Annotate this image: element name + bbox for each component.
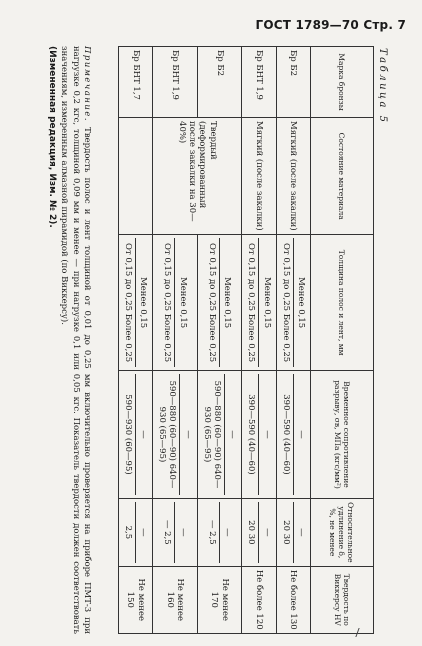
cell-state: Мягкий (после закалки): [242, 118, 276, 235]
cell-hardness: Не менее 160: [153, 566, 198, 633]
table-row: [118, 47, 152, 634]
strength-part: —: [182, 430, 193, 439]
properties-table: [118, 46, 374, 634]
thickness-part: Менее 0,15: [177, 277, 188, 329]
elongation-part: — 2,5: [160, 502, 175, 562]
cell-elongation: [118, 499, 152, 566]
elongation-part: —: [222, 528, 233, 537]
strength-part: 590—880 (60—90) 640—930 (65—95): [155, 374, 180, 495]
cell-hardness: Не более 120: [242, 566, 276, 633]
strength-part: 390—590 (40—60): [279, 374, 294, 495]
note-lead: Примечание.: [82, 46, 92, 123]
cell-strength: [153, 370, 198, 498]
elongation-part: —: [138, 528, 149, 537]
cell-strength: [197, 370, 242, 498]
col-header-strength: Временное сопротивление разрыву, σв, МПа (кгс/мм²): [311, 370, 374, 498]
thickness-part: Менее 0,15: [261, 277, 272, 329]
cell-grade: Бр Б2: [276, 47, 310, 118]
table-row: [276, 47, 310, 634]
thickness-part: От 0,15 до 0,25 Более 0,25: [205, 238, 220, 366]
elongation-part: —: [177, 528, 188, 537]
cell-strength: [242, 370, 276, 498]
cell-thickness: [118, 235, 152, 370]
thickness-part: От 0,15 до 0,25 Более 0,25: [279, 238, 294, 366]
cell-elongation: [276, 499, 310, 566]
thickness-part: От 0,15 до 0,25 Более 0,25: [244, 238, 259, 366]
cell-hardness: Не менее 170: [197, 566, 242, 633]
rotated-table-page: [32, 38, 392, 644]
strength-part: 390—590 (40—60): [244, 374, 259, 495]
cell-elongation: [197, 499, 242, 566]
elongation-part: 20 30: [279, 502, 294, 562]
elongation-part: —: [296, 528, 306, 537]
cell-elongation: [242, 499, 276, 566]
table-row: [197, 47, 242, 634]
cell-thickness: [197, 235, 242, 370]
table-label: Таблица 5: [377, 48, 388, 125]
table-header-row: [311, 47, 374, 634]
col-header-grade: Марка бронзы: [311, 47, 374, 118]
elongation-part: — 2,5: [205, 502, 220, 562]
cell-hardness: Не менее 150: [118, 566, 152, 633]
strength-part: —: [296, 430, 306, 439]
cell-grade: Бр БНТ 1,9: [242, 47, 276, 118]
col-header-state: Состояние материала: [311, 118, 374, 235]
cell-grade: Бр Б2: [197, 47, 242, 118]
cell-strength: [276, 370, 310, 498]
elongation-part: 20 30: [244, 502, 259, 562]
thickness-part: Менее 0,15: [138, 277, 149, 329]
cell-state: Мягкий (после закалки): [276, 118, 310, 235]
cell-state: Твердый (деформированный после закалки на 30—40%): [153, 118, 242, 235]
strength-part: 590—880 (60—90) 640—930 (65—95): [200, 374, 225, 495]
cell-grade: Бр БНТ 1,7: [118, 47, 152, 118]
page-header: ГОСТ 1789—70 Стр. 7: [255, 18, 406, 32]
cell-thickness: [276, 235, 310, 370]
cell-state: [118, 118, 152, 235]
thickness-part: Менее 0,15: [296, 277, 306, 329]
strength-part: —: [227, 430, 238, 439]
strength-part: 590—930 (60—95): [121, 374, 136, 495]
cell-thickness: [153, 235, 198, 370]
cell-strength: [118, 370, 152, 498]
strength-part: —: [261, 430, 272, 439]
col-header-elongation: Относительное удлинение δ, %, не менее: [311, 499, 374, 566]
strength-part: —: [138, 430, 149, 439]
cell-elongation: [153, 499, 198, 566]
edition-note: (Измененная редакция, Изм. № 2).: [46, 46, 57, 228]
thickness-part: Менее 0,15: [222, 277, 233, 329]
col-header-hardness: Твердость по Виккерсу HV: [311, 566, 374, 633]
elongation-part: 2,5: [121, 502, 136, 562]
cell-grade: Бр БНТ 1,9: [153, 47, 198, 118]
table-note: [45, 46, 92, 634]
thickness-part: От 0,15 до 0,25 Более 0,25: [121, 238, 136, 366]
table-row: [242, 47, 276, 634]
thickness-part: От 0,15 до 0,25 Более 0,25: [160, 238, 175, 366]
col-header-thickness: Толщина полос и лент, мм: [311, 235, 374, 370]
cell-thickness: [242, 235, 276, 370]
cell-hardness: Не более 130: [276, 566, 310, 633]
elongation-part: —: [261, 528, 272, 537]
note-text: Твердость полос и лент толщиной от 0,01 до 0,25 мм включительно проверяется на приборе ПМТ-3 при нагрузке 0,2 кгс, толщиной 0,09 мм и менее — при нагрузке 0,1 или 0,05 кгс. Показатель твердости должен соответствовать значениям, измеренным алмазной пирамидой (по Виккерсу).: [59, 46, 92, 635]
